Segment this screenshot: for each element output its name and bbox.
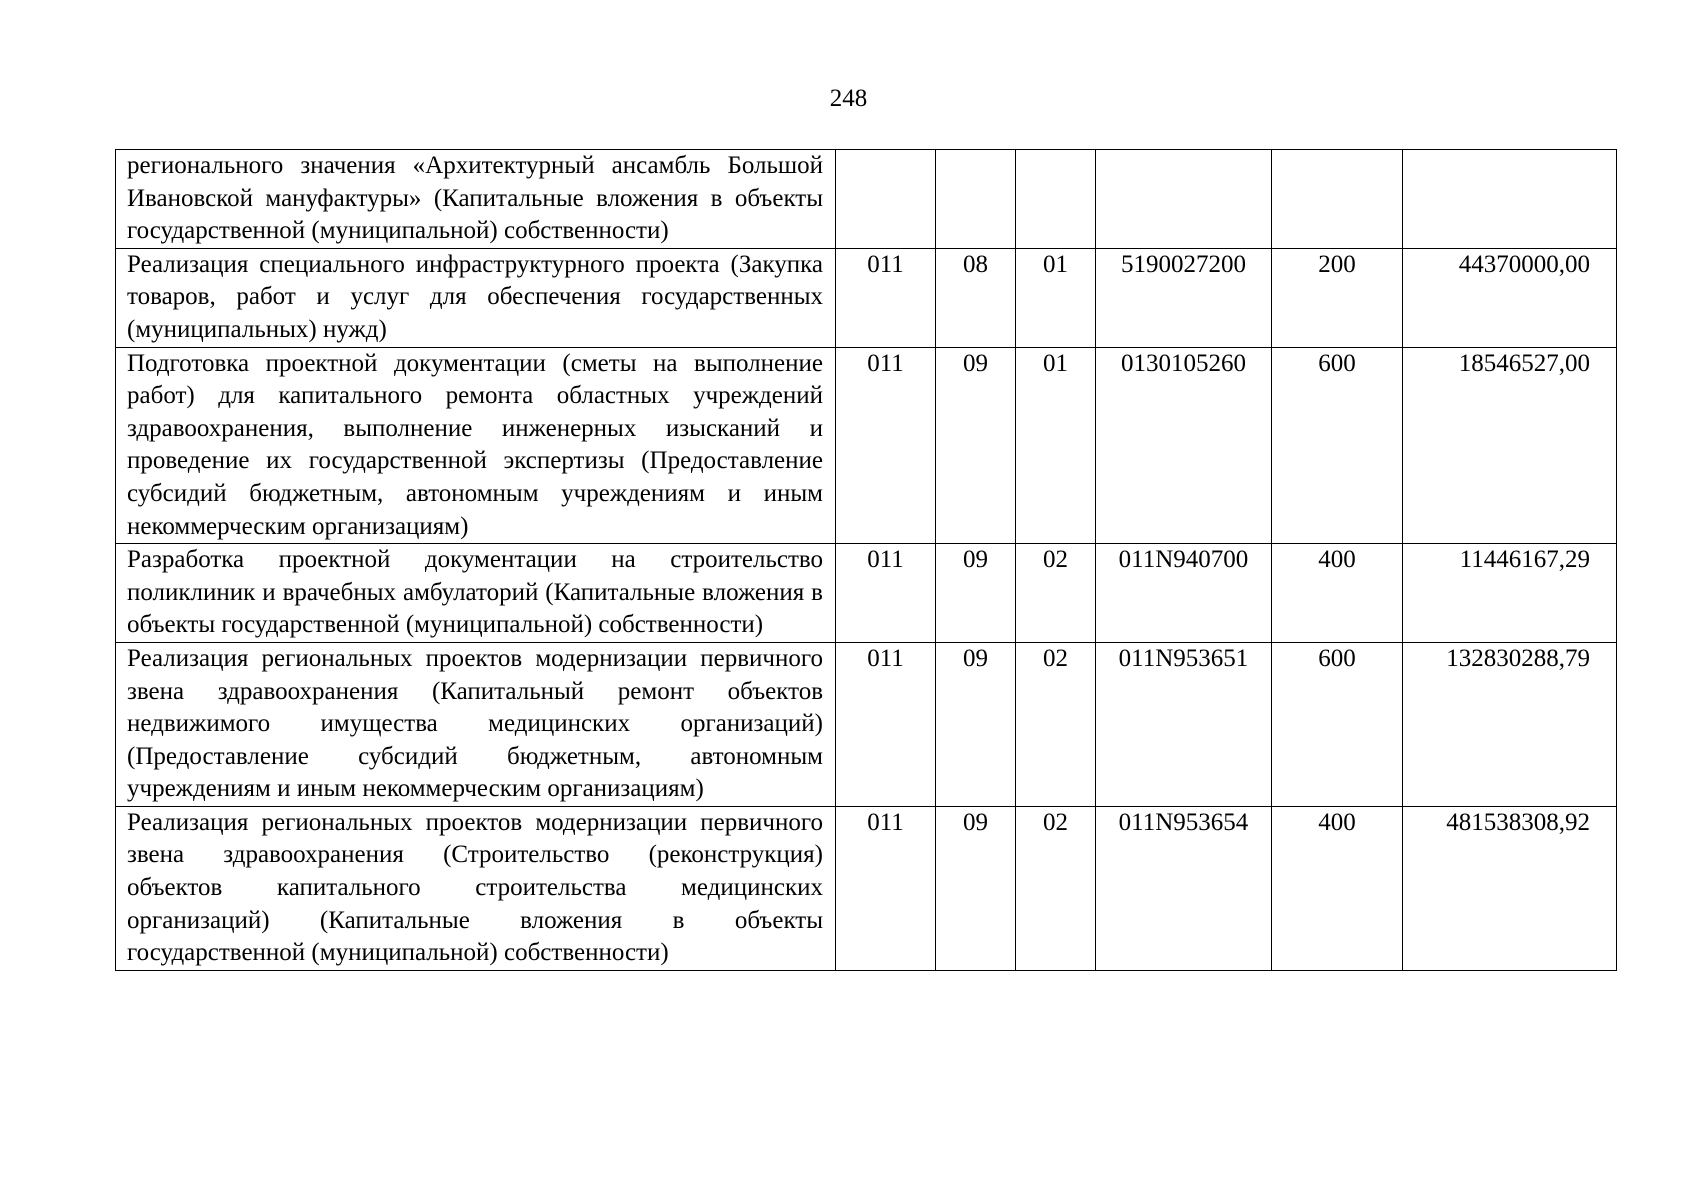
expense-type-code: 600 xyxy=(1272,642,1403,806)
section-code: 09 xyxy=(936,642,1016,806)
amount xyxy=(1403,150,1617,249)
ministry-code: 011 xyxy=(836,248,936,347)
ministry-code xyxy=(836,150,936,249)
section-code: 09 xyxy=(936,347,1016,544)
target-article-code: 011N953654 xyxy=(1096,806,1272,970)
expense-type-code xyxy=(1272,150,1403,249)
table-row xyxy=(116,642,1617,806)
ministry-code: 011 xyxy=(836,642,936,806)
expense-type-code: 600 xyxy=(1272,347,1403,544)
budget-table xyxy=(115,149,1617,971)
target-article-code: 0130105260 xyxy=(1096,347,1272,544)
section-code xyxy=(936,150,1016,249)
subsection-code xyxy=(1016,150,1096,249)
table-row xyxy=(116,806,1617,970)
section-code: 09 xyxy=(936,544,1016,643)
amount: 44370000,00 xyxy=(1403,248,1617,347)
ministry-code: 011 xyxy=(836,544,936,643)
page-number: 248 xyxy=(829,85,868,112)
section-code: 08 xyxy=(936,248,1016,347)
row-description: регионального значения «Архитектурный ансамбль Большой Ивановской мануфактуры» (Капитальные вложения в объекты государственной (муниципальной) собственности) xyxy=(116,150,836,249)
table-row xyxy=(116,150,1617,249)
amount: 11446167,29 xyxy=(1403,544,1617,643)
amount: 481538308,92 xyxy=(1403,806,1617,970)
row-description: Реализация специального инфраструктурного проекта (Закупка товаров, работ и услуг для обеспечения государственных (муниципальных) нужд) xyxy=(116,248,836,347)
row-description: Реализация региональных проектов модернизации первичного звена здравоохранения (Строительство (реконструкция) объектов капитального строительства медицинских организаций) (Капитальные вложения в объекты государственной (муниципальной) собственности) xyxy=(116,806,836,970)
amount: 18546527,00 xyxy=(1403,347,1617,544)
ministry-code: 011 xyxy=(836,347,936,544)
row-description: Разработка проектной документации на строительство поликлиник и врачебных амбулаторий (Капитальные вложения в объекты государственной (муниципальной) собственности) xyxy=(116,544,836,643)
amount: 132830288,79 xyxy=(1403,642,1617,806)
section-code: 09 xyxy=(936,806,1016,970)
table-row xyxy=(116,347,1617,544)
expense-type-code: 400 xyxy=(1272,806,1403,970)
subsection-code: 01 xyxy=(1016,347,1096,544)
subsection-code: 02 xyxy=(1016,544,1096,643)
expense-type-code: 200 xyxy=(1272,248,1403,347)
table-row xyxy=(116,544,1617,643)
subsection-code: 02 xyxy=(1016,806,1096,970)
row-description: Подготовка проектной документации (сметы на выполнение работ) для капитального ремонта областных учреждений здравоохранения, выполнение инженерных изысканий и проведение их государственной экспертизы (Предоставление субсидий бюджетным, автономным учреждениям и иным некоммерческим организациям) xyxy=(116,347,836,544)
expense-type-code: 400 xyxy=(1272,544,1403,643)
target-article-code: 011N953651 xyxy=(1096,642,1272,806)
ministry-code: 011 xyxy=(836,806,936,970)
target-article-code: 5190027200 xyxy=(1096,248,1272,347)
table-row xyxy=(116,248,1617,347)
target-article-code xyxy=(1096,150,1272,249)
target-article-code: 011N940700 xyxy=(1096,544,1272,643)
subsection-code: 01 xyxy=(1016,248,1096,347)
row-description: Реализация региональных проектов модернизации первичного звена здравоохранения (Капитальный ремонт объектов недвижимого имущества медицинских организаций) (Предоставление субсидий бюджетным, автономным учреждениям и иным некоммерческим организациям) xyxy=(116,642,836,806)
subsection-code: 02 xyxy=(1016,642,1096,806)
